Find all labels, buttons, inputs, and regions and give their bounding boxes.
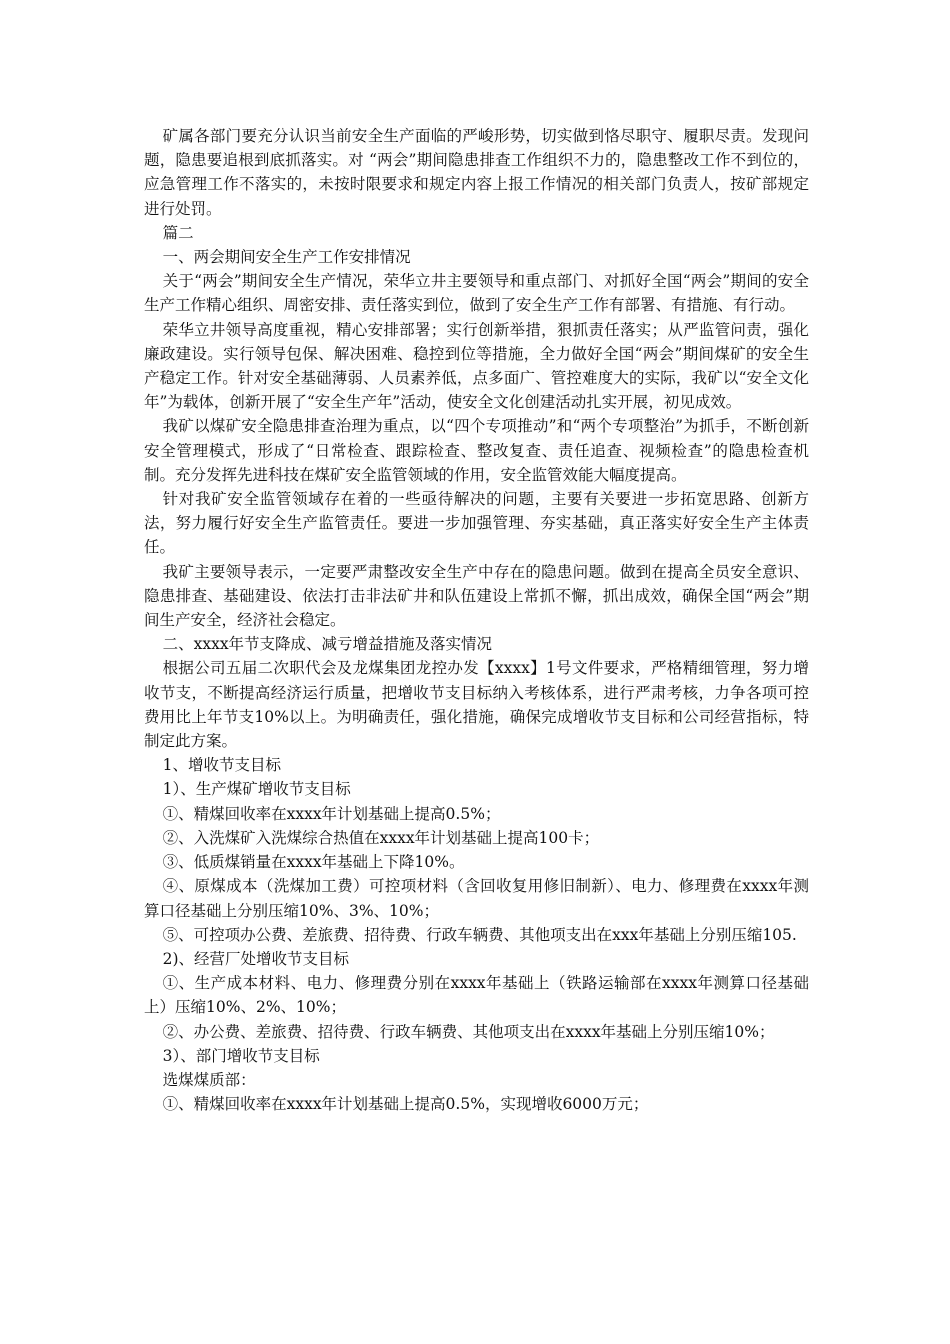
list-heading: 1）、生产煤矿增收节支目标 [162, 780, 351, 799]
list-heading: 2)、经营厂处增收节支目标 [162, 949, 350, 968]
list-item: ①、精煤回收率在xxxx年计划基础上提高0.5%，实现增收6000万元； [162, 1095, 649, 1114]
paragraph: 关于“两会”期间安全生产情况，荣华立井主要领导和重点部门、对抓好全国“两会”期间的安全生产工作精心组织、周密安排、责任落实到位，做到了安全生产工作有部署、有措施、有行动。 [144, 272, 809, 315]
list-item: ④、原煤成本（洗煤加工费）可控项材料（含回收复用修旧制新）、电力、修理费在xxxx年测算口径基础上分别压缩10%、3%、10%； [144, 877, 810, 920]
list-heading: 1、增收节支目标 [162, 756, 281, 775]
list-heading: 3）、部门增收节支目标 [162, 1046, 320, 1065]
section-heading: 篇二 [162, 223, 194, 242]
section-heading: 二、xxxx年节支降成、减亏增益措施及落实情况 [162, 635, 493, 654]
paragraph: 根据公司五届二次职代会及龙煤集团龙控办发【xxxx】1号文件要求，严格精细管理，努力增收节支，不断提高经济运行质量，把增收节支目标纳入考核体系，进行严肃考核，力争各项可控费用比上年节支10%以上。为明确责任，强化措施，确保完成增收节支目标和公司经营指标，特制定此方案。 [144, 659, 809, 751]
list-item: ③、低质煤销量在xxxx年基础上下降10%。 [162, 853, 465, 872]
section-heading: 一、两会期间安全生产工作安排情况 [162, 248, 411, 267]
list-item: ②、入洗煤矿入洗煤综合热值在xxxx年计划基础上提高100卡； [162, 828, 600, 847]
paragraph: 我矿主要领导表示，一定要严肃整改安全生产中存在的隐患问题。做到在提高全员安全意识、隐患排查、基础建设、依法打击非法矿井和队伍建设上常抓不懈，抓出成效，确保全国“两会”期间生产安全，经济社会稳定。 [144, 562, 809, 630]
list-heading: 选煤煤质部： [162, 1070, 256, 1089]
list-item: ①、精煤回收率在xxxx年计划基础上提高0.5%； [162, 804, 501, 823]
list-item: ⑤、可控项办公费、差旅费、招待费、行政车辆费、其他项支出在xxx年基础上分别压缩105. [162, 925, 797, 944]
paragraph: 我矿以煤矿安全隐患排查治理为重点，以“四个专项推动”和“两个专项整治”为抓手，不断创新安全管理模式，形成了“日常检查、跟踪检查、整改复查、责任追查、视频检查”的隐患检查机制。充分发挥先进科技在煤矿安全监管领域的作用，安全监管效能大幅度提高。 [144, 417, 809, 484]
paragraph: 针对我矿安全监管领域存在着的一些亟待解决的问题，主要有关要进一步拓宽思路、创新方法，努力履行好安全生产监管责任。要进一步加强管理、夯实基础，真正落实好安全生产主体责任。 [144, 490, 809, 557]
list-item: ①、生产成本材料、电力、修理费分别在xxxx年基础上（铁路运输部在xxxx年测算口径基础上）压缩10%、2%、10%； [144, 974, 809, 1017]
list-item: ②、办公费、差旅费、招待费、行政车辆费、其他项支出在xxxx年基础上分别压缩10%； [162, 1022, 775, 1041]
paragraph: 荣华立井领导高度重视，精心安排部署；实行创新举措，狠抓责任落实；从严监管问责，强化廉政建设。实行领导包保、解决困难、稳控到位等措施，全力做好全国“两会”期间煤矿的安全生产稳定工作。针对安全基础薄弱、人员素养低，点多面广、管控难度大的实际，我矿以“安全文化年”为载体，创新开展了“安全生产年”活动，使安全文化创建活动扎实开展，初见成效。 [144, 320, 809, 412]
document-body [144, 124, 809, 1116]
paragraph: 矿属各部门要充分认识当前安全生产面临的严峻形势，切实做到恪尽职守、履职尽责。发现问题，隐患要追根到底抓落实。对 “两会”期间隐患排查工作组织不力的，隐患整改工作不到位的，应急管理工作不落实的，未按时限要求和规定内容上报工作情况的相关部门负责人，按矿部规定进行处罚。 [144, 127, 809, 218]
